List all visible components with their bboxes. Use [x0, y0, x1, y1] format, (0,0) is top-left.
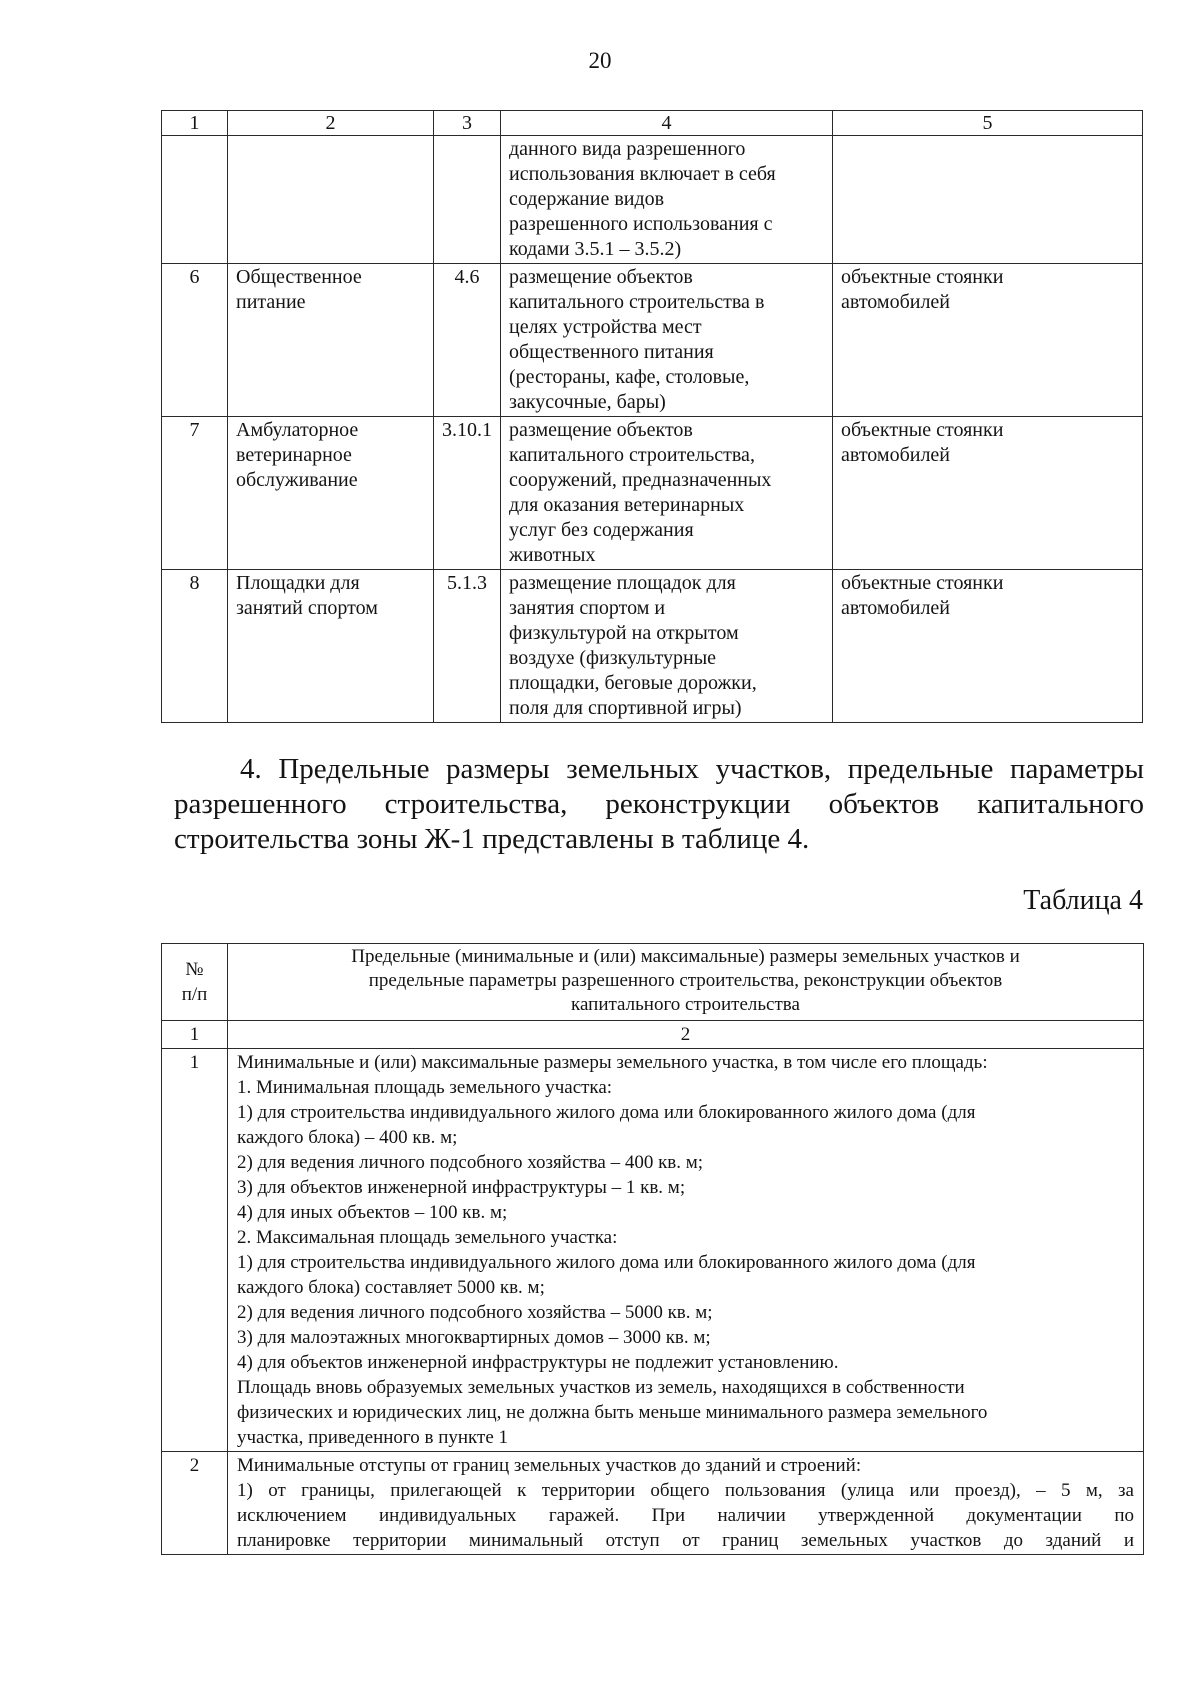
use-name: Общественное питание	[228, 264, 434, 417]
row-number: 6	[162, 264, 228, 417]
table-row	[162, 1452, 1144, 1555]
header-title: Предельные (минимальные и (или) максимальные) размеры земельных участков и предельные параметры разрешенного строительства, реконструкции объектов капитального строительства	[228, 944, 1144, 1021]
column-number: 2	[228, 1021, 1144, 1049]
table-caption: Таблица 4	[1023, 885, 1143, 916]
column-number-row	[162, 111, 1143, 136]
auxiliary-use: объектные стоянки автомобилей	[833, 417, 1143, 570]
header-row	[162, 944, 1144, 1021]
use-name: Амбулаторное ветеринарное обслуживание	[228, 417, 434, 570]
parameter-text: Минимальные отступы от границ земельных участков до зданий и строений: 1) от границы, прилегающей к территории общего пользования (улица или проезд), – 5 м, за исключением индивидуальных гаражей. При наличии утвержденной документации по планировке территории минимальный отступ от границ земельных участков до зданий и	[228, 1452, 1144, 1555]
row-number: 7	[162, 417, 228, 570]
table-row	[162, 264, 1143, 417]
use-code: 3.10.1	[434, 417, 501, 570]
use-description: размещение объектов капитального строительства, сооружений, предназначенных для оказания ветеринарных услуг без содержания животных	[501, 417, 833, 570]
column-number: 3	[434, 111, 501, 136]
use-description: размещение площадок для занятия спортом и физкультурой на открытом воздухе (физкультурные площадки, беговые дорожки, поля для спортивной игры)	[501, 570, 833, 723]
table-row	[162, 136, 1143, 264]
table-row	[162, 1049, 1144, 1452]
column-number: 4	[501, 111, 833, 136]
auxiliary-use: объектные стоянки автомобилей	[833, 570, 1143, 723]
use-description: данного вида разрешенного использования включает в себя содержание видов разрешенного использования с кодами 3.5.1 – 3.5.2)	[501, 136, 833, 264]
row-number: 1	[162, 1049, 228, 1452]
page-number: 20	[588, 48, 612, 73]
use-code: 4.6	[434, 264, 501, 417]
use-name: Площадки для занятий спортом	[228, 570, 434, 723]
header-num: № п/п	[162, 944, 228, 1021]
column-number-row	[162, 1021, 1144, 1049]
auxiliary-use: объектные стоянки автомобилей	[833, 264, 1143, 417]
table-row	[162, 570, 1143, 723]
permitted-use-table	[161, 110, 1143, 723]
use-description: размещение объектов капитального строительства в целях устройства мест общественного питания (рестораны, кафе, столовые, закусочные, бары)	[501, 264, 833, 417]
table-row	[162, 417, 1143, 570]
parameters-table	[161, 943, 1144, 1555]
section-paragraph: 4. Предельные размеры земельных участков, предельные параметры разрешенного строительства, реконструкции объектов капитального строительства зоны Ж-1 представлены в таблице 4.	[174, 753, 1144, 855]
column-number: 1	[162, 111, 228, 136]
column-number: 5	[833, 111, 1143, 136]
column-number: 1	[162, 1021, 228, 1049]
row-number: 2	[162, 1452, 228, 1555]
use-code: 5.1.3	[434, 570, 501, 723]
parameter-text: Минимальные и (или) максимальные размеры земельного участка, в том числе его площадь: 1. Минимальная площадь земельного участка: 1) для строительства индивидуального жилого дома или блокированного жилого дома (для каждого блока) – 400 кв. м; 2) для ведения личного подсобного хозяйства – 400 кв. м; 3) для объектов инженерной инфраструктуры – 1 кв. м; 4) для иных объектов – 100 кв. м; 2. Максимальная площадь земельного участка: 1) для строительства индивидуального жилого дома или блокированного жилого дома (для каждого блока) составляет 5000 кв. м; 2) для ведения личного подсобного хозяйства – 5000 кв. м; 3) для малоэтажных многоквартирных домов – 3000 кв. м; 4) для объектов инженерной инфраструктуры не подлежит установлению. Площадь вновь образуемых земельных участков из земель, находящихся в собственности физических и юридических лиц, не должна быть меньше минимального размера земельного участка, приведенного в пункте 1	[228, 1049, 1144, 1452]
column-number: 2	[228, 111, 434, 136]
row-number: 8	[162, 570, 228, 723]
